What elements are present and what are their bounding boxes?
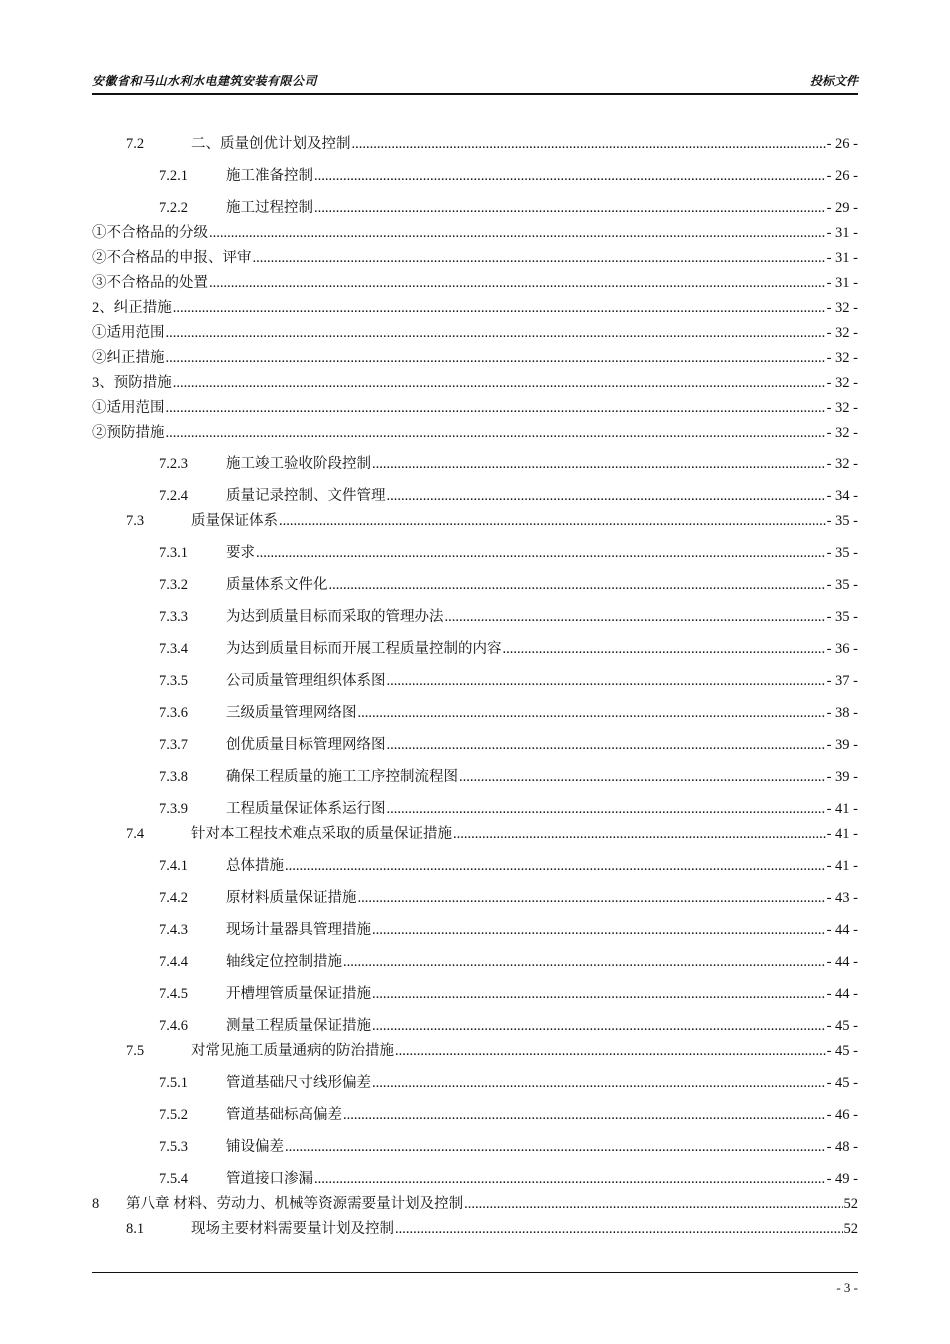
toc-entry-number: 7.2.3 bbox=[159, 456, 188, 472]
toc-entry[interactable] bbox=[126, 824, 858, 844]
toc-entry[interactable] bbox=[159, 166, 858, 186]
toc-entry-page: - 45 - bbox=[826, 1018, 858, 1034]
toc-entry[interactable] bbox=[159, 767, 858, 787]
toc-entry-page: - 45 - bbox=[826, 1075, 858, 1091]
toc-leader-dots bbox=[256, 543, 826, 563]
toc-leader-dots bbox=[387, 799, 826, 819]
toc-entry-title: 原材料质量保证措施 bbox=[226, 890, 357, 906]
toc-entry-number: 7.4.2 bbox=[159, 890, 188, 906]
toc-entry-page: - 35 - bbox=[826, 577, 858, 593]
document-type: 投标文件 bbox=[809, 74, 858, 88]
toc-entry-page: - 35 - bbox=[826, 513, 858, 529]
toc-entry-title: ①适用范围 bbox=[92, 325, 165, 341]
toc-entry[interactable] bbox=[159, 888, 858, 908]
toc-entry-title: 创优质量目标管理网络图 bbox=[226, 737, 386, 753]
toc-entry-number: 7.3.5 bbox=[159, 673, 188, 689]
toc-leader-dots bbox=[372, 1073, 826, 1093]
toc-entry-page: 52 bbox=[843, 1221, 858, 1237]
toc-entry[interactable] bbox=[92, 348, 858, 368]
toc-entry-title: 公司质量管理组织体系图 bbox=[226, 673, 386, 689]
toc-leader-dots bbox=[343, 952, 826, 972]
toc-leader-dots bbox=[372, 984, 826, 1004]
toc-entry-page: - 44 - bbox=[826, 954, 858, 970]
toc-entry-title: 管道基础尺寸线形偏差 bbox=[226, 1075, 371, 1091]
toc-leader-dots bbox=[209, 273, 826, 293]
toc-entry-page: - 31 - bbox=[826, 250, 858, 266]
toc-entry[interactable] bbox=[92, 423, 858, 443]
toc-leader-dots bbox=[173, 373, 826, 393]
toc-leader-dots bbox=[279, 511, 826, 531]
toc-leader-dots bbox=[343, 1105, 826, 1125]
toc-entry-page: - 41 - bbox=[826, 826, 858, 842]
toc-entry[interactable] bbox=[92, 298, 858, 318]
toc-leader-dots bbox=[358, 888, 826, 908]
toc-leader-dots bbox=[372, 920, 826, 940]
toc-entry-title: 施工竣工验收阶段控制 bbox=[226, 456, 371, 472]
toc-entry-number: 7.5.4 bbox=[159, 1171, 188, 1187]
toc-entry-page: - 32 - bbox=[826, 300, 858, 316]
toc-entry-number: 7.5 bbox=[126, 1043, 145, 1059]
toc-entry-title: 质量保证体系 bbox=[191, 513, 278, 529]
toc-entry-number: 7.4.1 bbox=[159, 858, 188, 874]
toc-entry-title: ①不合格品的分级 bbox=[92, 225, 208, 241]
toc-entry[interactable] bbox=[126, 511, 858, 531]
toc-entry[interactable] bbox=[159, 952, 858, 972]
toc-entry-page: - 26 - bbox=[826, 136, 858, 152]
toc-leader-dots bbox=[166, 348, 826, 368]
toc-entry-page: - 31 - bbox=[826, 275, 858, 291]
toc-entry-number: 7.4.4 bbox=[159, 954, 188, 970]
toc-entry-title: 总体措施 bbox=[226, 858, 284, 874]
toc-entry-title: 工程质量保证体系运行图 bbox=[226, 801, 386, 817]
toc-leader-dots bbox=[372, 1016, 826, 1036]
toc-leader-dots bbox=[387, 735, 826, 755]
toc-entry-number: 7.5.1 bbox=[159, 1075, 188, 1091]
toc-entry[interactable] bbox=[159, 454, 858, 474]
toc-entry-title: 开槽埋管质量保证措施 bbox=[226, 986, 371, 1002]
toc-entry-number: 7.3.9 bbox=[159, 801, 188, 817]
toc-entry-title: 现场计量器具管理措施 bbox=[226, 922, 371, 938]
toc-entry[interactable] bbox=[159, 198, 858, 218]
toc-entry-number: 8.1 bbox=[126, 1221, 145, 1237]
toc-leader-dots bbox=[372, 454, 826, 474]
toc-entry-page: - 29 - bbox=[826, 200, 858, 216]
toc-entry-title: 为达到质量目标而采取的管理办法 bbox=[226, 609, 444, 625]
toc-entry[interactable] bbox=[159, 920, 858, 940]
toc-entry-page: - 32 - bbox=[826, 375, 858, 391]
toc-entry[interactable] bbox=[159, 543, 858, 563]
toc-entry-number: 7.4.6 bbox=[159, 1018, 188, 1034]
toc-entry-number: 7.2.1 bbox=[159, 168, 188, 184]
header-divider bbox=[92, 93, 858, 95]
toc-entry-page: - 49 - bbox=[826, 1171, 858, 1187]
toc-entry-title: 现场主要材料需要量计划及控制 bbox=[191, 1221, 394, 1237]
toc-leader-dots bbox=[445, 607, 826, 627]
toc-entry-number: 7.3.6 bbox=[159, 705, 188, 721]
toc-entry[interactable] bbox=[126, 134, 858, 154]
toc-entry-page: - 34 - bbox=[826, 488, 858, 504]
toc-leader-dots bbox=[395, 1219, 843, 1239]
page-header bbox=[92, 72, 858, 94]
toc-entry-number: 8 bbox=[92, 1196, 100, 1212]
footer-divider bbox=[92, 1272, 858, 1273]
toc-entry-page: - 31 - bbox=[826, 225, 858, 241]
toc-leader-dots bbox=[285, 856, 826, 876]
toc-entry[interactable] bbox=[159, 1137, 858, 1157]
toc-leader-dots bbox=[464, 1194, 842, 1214]
toc-entry[interactable] bbox=[159, 607, 858, 627]
toc-leader-dots bbox=[314, 1169, 826, 1189]
toc-entry-title: 对常见施工质量通病的防治措施 bbox=[191, 1043, 394, 1059]
toc-entry-title: ③不合格品的处置 bbox=[92, 275, 208, 291]
toc-entry[interactable] bbox=[159, 575, 858, 595]
toc-entry-title: ①适用范围 bbox=[92, 400, 165, 416]
toc-entry[interactable] bbox=[126, 1041, 858, 1061]
toc-entry[interactable] bbox=[92, 1194, 858, 1214]
toc-entry-title: 施工准备控制 bbox=[226, 168, 313, 184]
toc-entry-number: 7.2.4 bbox=[159, 488, 188, 504]
toc-entry-title: ②预防措施 bbox=[92, 425, 165, 441]
toc-entry[interactable] bbox=[159, 1016, 858, 1036]
toc-leader-dots bbox=[329, 575, 826, 595]
toc-entry-title: 为达到质量目标而开展工程质量控制的内容 bbox=[226, 641, 502, 657]
toc-entry-title: 2、纠正措施 bbox=[92, 300, 172, 316]
toc-entry-title: 3、预防措施 bbox=[92, 375, 172, 391]
toc-entry-page: - 41 - bbox=[826, 801, 858, 817]
toc-entry-page: - 44 - bbox=[826, 986, 858, 1002]
toc-entry-number: 7.3.3 bbox=[159, 609, 188, 625]
toc-leader-dots bbox=[387, 671, 826, 691]
toc-entry[interactable] bbox=[92, 398, 858, 418]
toc-entry-page: - 32 - bbox=[826, 350, 858, 366]
toc-leader-dots bbox=[166, 323, 826, 343]
toc-entry[interactable] bbox=[159, 639, 858, 659]
toc-entry[interactable] bbox=[159, 984, 858, 1004]
toc-entry[interactable] bbox=[92, 373, 858, 393]
toc-entry[interactable] bbox=[92, 323, 858, 343]
toc-entry-number: 7.3.8 bbox=[159, 769, 188, 785]
toc-entry-number: 7.4.5 bbox=[159, 986, 188, 1002]
toc-entry-page: - 32 - bbox=[826, 325, 858, 341]
toc-entry-page: - 45 - bbox=[826, 1043, 858, 1059]
toc-entry-title: 轴线定位控制措施 bbox=[226, 954, 342, 970]
toc-entry-number: 7.3.7 bbox=[159, 737, 188, 753]
company-name: 安徽省和马山水利水电建筑安装有限公司 bbox=[92, 74, 318, 88]
toc-entry[interactable] bbox=[126, 1219, 858, 1239]
toc-entry-title: ②不合格品的申报、评审 bbox=[92, 250, 252, 266]
toc-entry-page: - 32 - bbox=[826, 400, 858, 416]
toc-entry-number: 7.3.4 bbox=[159, 641, 188, 657]
toc-leader-dots bbox=[314, 198, 826, 218]
toc-entry-title: 第八章 材料、劳动力、机械等资源需要量计划及控制 bbox=[126, 1196, 464, 1212]
toc-entry-title: 要求 bbox=[226, 545, 255, 561]
toc-entry-page: - 26 - bbox=[826, 168, 858, 184]
toc-entry-page: - 43 - bbox=[826, 890, 858, 906]
toc-entry-title: 质量体系文件化 bbox=[226, 577, 328, 593]
toc-entry[interactable] bbox=[159, 856, 858, 876]
toc-entry-title: 管道基础标高偏差 bbox=[226, 1107, 342, 1123]
toc-entry-title: 二、质量创优计划及控制 bbox=[191, 136, 351, 152]
toc-leader-dots bbox=[173, 298, 826, 318]
toc-entry-page: - 37 - bbox=[826, 673, 858, 689]
toc-entry-number: 7.4 bbox=[126, 826, 145, 842]
toc-entry[interactable] bbox=[92, 273, 858, 293]
toc-entry-title: 施工过程控制 bbox=[226, 200, 313, 216]
toc-leader-dots bbox=[285, 1137, 826, 1157]
toc-leader-dots bbox=[352, 134, 826, 154]
toc-entry-number: 7.2.2 bbox=[159, 200, 188, 216]
toc-entry-title: ②纠正措施 bbox=[92, 350, 165, 366]
toc-entry[interactable] bbox=[159, 671, 858, 691]
toc-entry-number: 7.3 bbox=[126, 513, 145, 529]
toc-entry-page: - 48 - bbox=[826, 1139, 858, 1155]
toc-entry-page: - 44 - bbox=[826, 922, 858, 938]
toc-entry-page: - 35 - bbox=[826, 545, 858, 561]
toc-entry-page: - 39 - bbox=[826, 769, 858, 785]
toc-entry-page: - 32 - bbox=[826, 456, 858, 472]
toc-leader-dots bbox=[209, 223, 826, 243]
toc-entry-number: 7.5.3 bbox=[159, 1139, 188, 1155]
toc-leader-dots bbox=[253, 248, 826, 268]
toc-entry-title: 质量记录控制、文件管理 bbox=[226, 488, 386, 504]
toc-entry-page: - 35 - bbox=[826, 609, 858, 625]
toc-leader-dots bbox=[395, 1041, 826, 1061]
toc-entry-title: 三级质量管理网络图 bbox=[226, 705, 357, 721]
toc-entry-number: 7.2 bbox=[126, 136, 145, 152]
toc-entry[interactable] bbox=[159, 486, 858, 506]
toc-entry-page: - 36 - bbox=[826, 641, 858, 657]
page-number: - 3 - bbox=[836, 1280, 858, 1295]
toc-entry-page: - 32 - bbox=[826, 425, 858, 441]
toc-entry-page: - 39 - bbox=[826, 737, 858, 753]
toc-entry-title: 针对本工程技术难点采取的质量保证措施 bbox=[191, 826, 452, 842]
toc-entry[interactable] bbox=[92, 223, 858, 243]
toc-entry-number: 7.3.1 bbox=[159, 545, 188, 561]
toc-entry-page: - 46 - bbox=[826, 1107, 858, 1123]
toc-entry-page: - 38 - bbox=[826, 705, 858, 721]
toc-leader-dots bbox=[166, 423, 826, 443]
toc-entry-page: 52 bbox=[843, 1196, 858, 1212]
toc-leader-dots bbox=[358, 703, 826, 723]
toc-leader-dots bbox=[453, 824, 826, 844]
toc-entry-title: 铺设偏差 bbox=[226, 1139, 284, 1155]
toc-entry[interactable] bbox=[92, 248, 858, 268]
toc-entry-number: 7.4.3 bbox=[159, 922, 188, 938]
toc-entry[interactable] bbox=[159, 1169, 858, 1189]
toc-entry[interactable] bbox=[159, 1073, 858, 1093]
toc-entry-title: 测量工程质量保证措施 bbox=[226, 1018, 371, 1034]
toc-entry[interactable] bbox=[159, 799, 858, 819]
toc-leader-dots bbox=[503, 639, 826, 659]
toc-entry[interactable] bbox=[159, 1105, 858, 1125]
toc-entry-title: 管道接口渗漏 bbox=[226, 1171, 313, 1187]
toc-entry-number: 7.5.2 bbox=[159, 1107, 188, 1123]
toc-entry-title: 确保工程质量的施工工序控制流程图 bbox=[226, 769, 458, 785]
toc-entry[interactable] bbox=[159, 703, 858, 723]
toc-entry-number: 7.3.2 bbox=[159, 577, 188, 593]
toc-leader-dots bbox=[166, 398, 826, 418]
toc-entry[interactable] bbox=[159, 735, 858, 755]
toc-entry-page: - 41 - bbox=[826, 858, 858, 874]
toc-leader-dots bbox=[314, 166, 826, 186]
toc-leader-dots bbox=[459, 767, 826, 787]
toc-leader-dots bbox=[387, 486, 826, 506]
